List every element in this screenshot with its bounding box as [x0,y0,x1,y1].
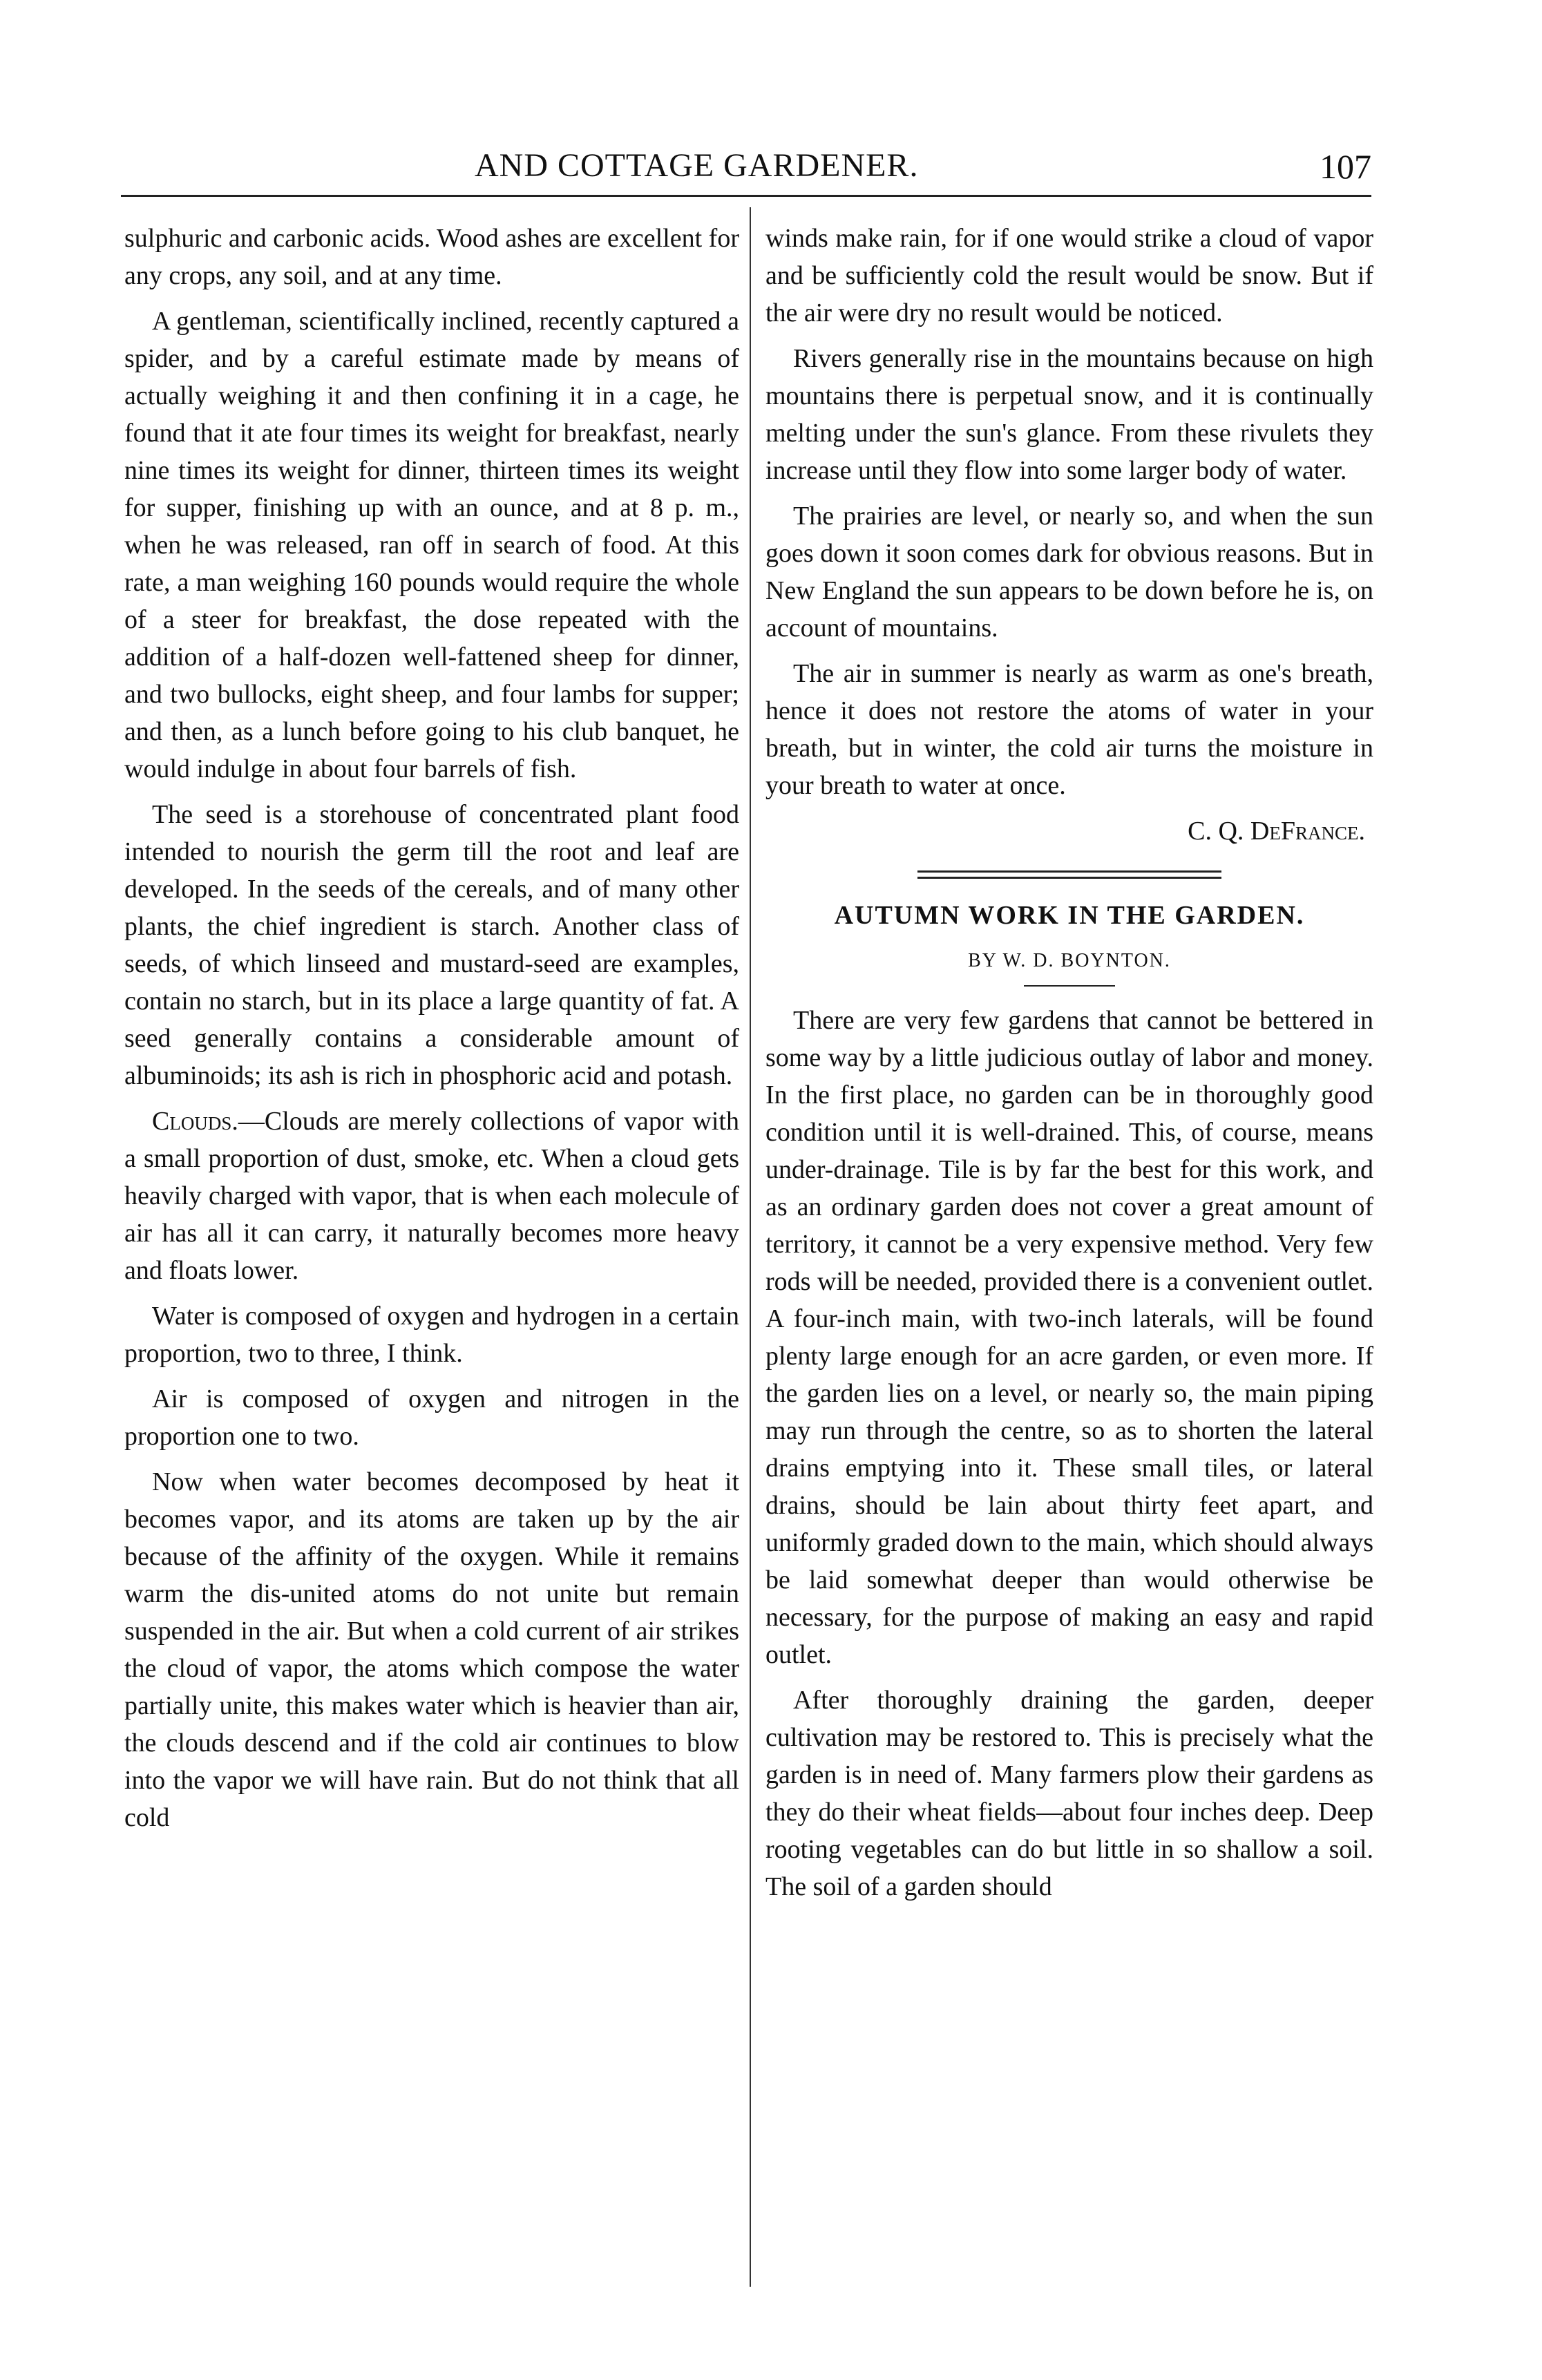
paragraph-text: —Clouds are merely collections of vapor with a small proportion of dust, smoke, etc. When a cloud gets heavily charged with vapor, that is when each molecule of air has all it can carry, it naturally becomes more heavy and floats lower. [124,1107,739,1285]
left-column [124,220,739,1845]
byline: BY W. D. BOYNTON. [968,950,1171,971]
header-rule [121,195,1371,197]
paragraph: The seed is a storehouse of concentrated plant food intended to nourish the germ till the root and leaf are developed. In the seeds of the cereals, and of many other plants, the chief ingredient is starch. Another class of seeds, of which linseed and mustard-seed are examples, contain no starch, but in its place a large quantity of fat. A seed generally contains a considerable amount of albuminoids; its ash is rich in phosphoric acid and potash. [124,800,739,1090]
article-title: AUTUMN WORK IN THE GARDEN. [834,901,1305,930]
byline-rule [1024,985,1115,987]
paragraph: There are very few gardens that cannot be bettered in some way by a little judicious outlay of labor and money. In the first place, no garden can be in thoroughly good condition until it is well-drained. This, of course, means under-drainage. Tile is by far the best for this work, and as an ordinary garden does not cover a great amount of territory, it cannot be a very expensive method. Very few rods will be needed, provided there is a convenient outlet. A four-inch main, with two-inch laterals, will be found plenty large enough for an acre garden, or even more. If the garden lies on a level, or nearly so, the main piping may run through the centre, so as to shorten the lateral drains emptying into it. These small tiles, or lateral drains, should be lain about thirty feet apart, and uniformly graded down to the main, which should always be laid somewhat deeper than would otherwise be necessary, for the purpose of making an easy and rapid outlet. [765,1006,1373,1669]
paragraph: Rivers generally rise in the mountains because on high mountains there is perpetual snow, and it is continually melting under the sun's glance. From these rivulets they increase until they flow into some larger body of water. [765,344,1373,485]
author-signature: C. Q. DeFrance. [1188,817,1365,846]
paragraph-clouds [124,1103,739,1289]
paragraph: sulphuric and carbonic acids. Wood ashes are excellent for any crops, any soil, and at any time. [124,224,739,290]
paragraph: Air is composed of oxygen and nitrogen in the proportion one to two. [124,1384,739,1451]
paragraph: The prairies are level, or nearly so, and when the sun goes down it soon comes dark for obvious reasons. But in New England the sun appears to be down before he is, on account of mountains. [765,502,1373,642]
section-heading: Clouds. [152,1107,238,1136]
paragraph: Water is composed of oxygen and hydrogen in a certain proportion, two to three, I think. [124,1302,739,1368]
running-title: AND COTTAGE GARDENER. [475,147,919,184]
right-column [765,220,1373,1914]
page-header [121,146,1371,195]
page-number: 107 [1320,147,1371,186]
paragraph: After thoroughly draining the garden, deeper cultivation may be restored to. This is precisely what the garden is in need of. Many farmers plow their gardens as they do their wheat fields—about four inches deep. Deep rooting vegetables can do but little in so shallow a soil. The soil of a garden should [765,1686,1373,1901]
paragraph: A gentleman, scientifically inclined, recently captured a spider, and by a careful estimate made by means of actually weighing it and then confining it in a cage, he found that it ate four times its weight for breakfast, nearly nine times its weight for dinner, thirteen times its weight for supper, finishing up with an ounce, and at 8 p. m., when he was released, ran off in search of food. At this rate, a man weighing 160 pounds would require the whole of a steer for breakfast, the dose repeated with the addition of a half-dozen well-fattened sheep for dinner, and two bullocks, eight sheep, and four lambs for supper; and then, as a lunch before going to his club banquet, he would indulge in about four barrels of fish. [124,307,739,783]
column-divider [750,207,751,2287]
paragraph: The air in summer is nearly as warm as one's breath, hence it does not restore the atoms of water in your breath, but in winter, the cold air turns the moisture in your breath to water at once. [765,659,1373,800]
paragraph: Now when water becomes decomposed by heat it becomes vapor, and its atoms are taken up by the air because of the affinity of the oxygen. While it remains warm the dis-united atoms do not unite but remain suspended in the air. But when a cold current of air strikes the cloud of vapor, the atoms which compose the water partially unite, this makes water which is heavier than air, the clouds descend and if the cold air continues to blow into the vapor we will have rain. But do not think that all cold [124,1467,739,1832]
section-divider [917,870,1221,879]
paragraph: winds make rain, for if one would strike a cloud of vapor and be sufficiently cold the result would be snow. But if the air were dry no result would be noticed. [765,224,1373,327]
